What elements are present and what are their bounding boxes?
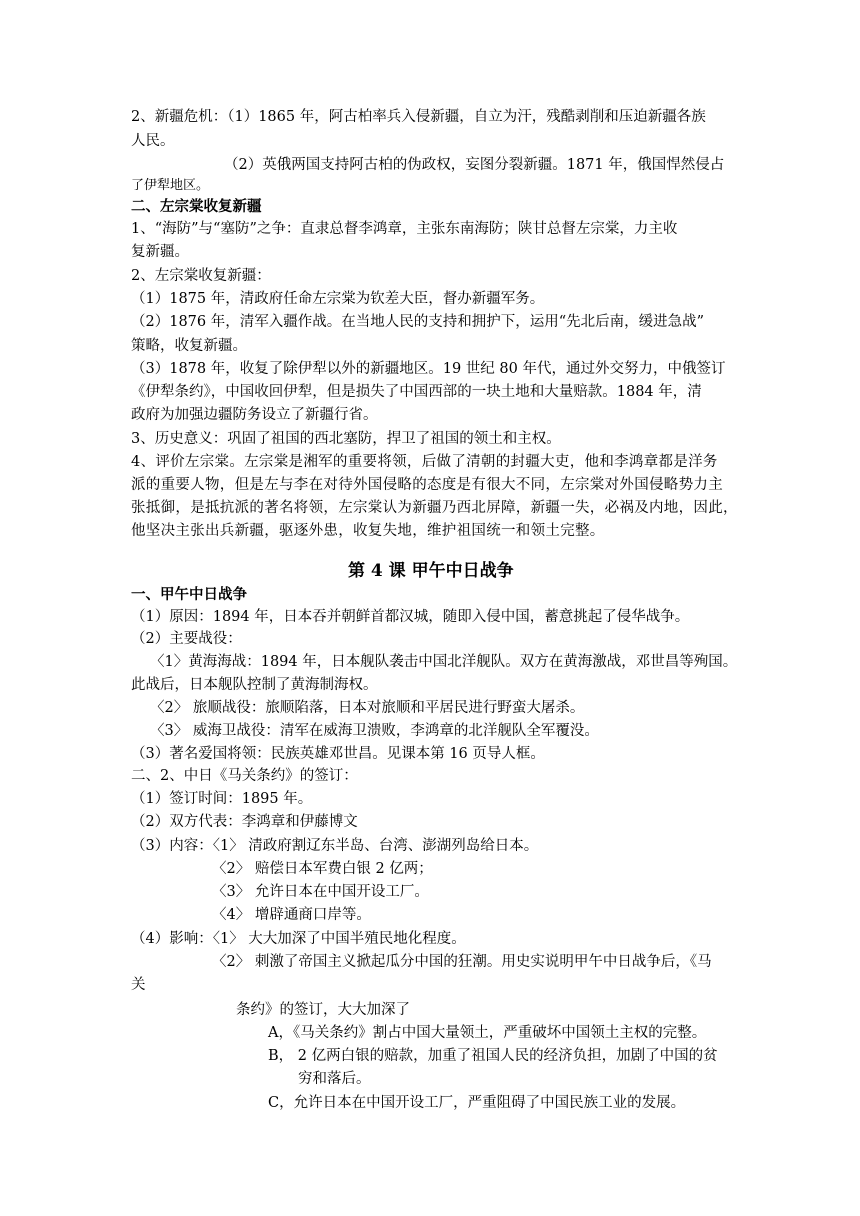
text-line: 派的重要人物，但是左与李在对待外国侵略的态度是有很大不同，左宗棠对外国侵略势力主 bbox=[131, 477, 723, 493]
section-heading: 一、甲午中日战争 bbox=[131, 586, 247, 603]
text-line: 2、新疆危机：（1）1865 年，阿古柏率兵入侵新疆，自立为汗，残酷剥削和压迫新疆各族 bbox=[131, 109, 706, 125]
text-line: 〈3〉 威海卫战役：清军在威海卫溃败，李鸿章的北洋舰队全军覆没。 bbox=[150, 723, 599, 739]
text-line: C，允许日本在中国开设工厂，严重阻碍了中国民族工业的发展。 bbox=[268, 1095, 686, 1111]
text-line: 《伊犁条约》，中国收回伊犁，但是损失了中国西部的一块土地和大量赔款。1884 年，清 bbox=[131, 384, 702, 400]
text-line: 二、2、中日《马关条约》的签订： bbox=[131, 768, 358, 784]
text-line: （3）1878 年，收复了除伊犁以外的新疆地区。19 世纪 80 年代，通过外交努力，中俄签订 bbox=[131, 361, 726, 377]
text-line: 他坚决主张出兵新疆，驱逐外患，收复失地，维护祖国统一和领土完整。 bbox=[131, 523, 605, 539]
text-line: （2）英俄两国支持阿古柏的伪政权，妄图分裂新疆。1871 年，俄国悍然侵占 bbox=[224, 157, 725, 173]
text-line: 张抵御，是抵抗派的著名将领，左宗棠认为新疆乃西北屏障，新疆一失，必祸及内地，因此， bbox=[131, 500, 738, 516]
text-line: 人民。 bbox=[131, 133, 175, 149]
text-line: A，《马关条约》割占中国大量领土，严重破坏中国领土主权的完整。 bbox=[268, 1025, 707, 1041]
text-line: 〈2〉 旅顺战役：旅顺陷落，日本对旅顺和平居民进行野蛮大屠杀。 bbox=[150, 700, 585, 716]
section-heading: 二、左宗棠收复新疆 bbox=[131, 198, 262, 215]
text-line: （1）原因：1894 年，日本吞并朝鲜首都汉城，随即入侵中国，蓄意挑起了侵华战争。 bbox=[131, 609, 690, 625]
text-line: （2）1876 年，清军入疆作战。在当地人民的支持和拥护下，运用“先北后南，缓进急战” bbox=[131, 314, 705, 330]
text-line: B， 2 亿两白银的赔款，加重了祖国人民的经济负担，加剧了中国的贫 bbox=[268, 1048, 718, 1064]
text-line: （1）签订时间：1895 年。 bbox=[131, 791, 313, 807]
text-line: 了伊犁地区。 bbox=[131, 178, 210, 193]
text-line: 〈3〉 允许日本在中国开设工厂。 bbox=[212, 884, 429, 900]
text-line: 1、“海防”与“塞防”之争：直隶总督李鸿章，主张东南海防；陕甘总督左宗棠，力主收 bbox=[131, 221, 678, 237]
text-line: 复新疆。 bbox=[131, 244, 189, 260]
text-line: 〈2〉 赔偿日本军费白银 2 亿两； bbox=[212, 861, 433, 877]
text-line: 〈2〉 刺激了帝国主义掀起瓜分中国的狂潮。用史实说明甲午中日战争后，《马 bbox=[212, 954, 712, 970]
text-line: 条约》的签订，大大加深了 bbox=[236, 1002, 410, 1018]
text-line: 4、评价左宗棠。左宗棠是湘军的重要将领，后做了清朝的封疆大吏，他和李鸿章都是洋务 bbox=[131, 454, 718, 470]
text-line: （2）主要战役： bbox=[131, 631, 242, 647]
lesson-title: 第 4 课 甲午中日战争 bbox=[348, 561, 514, 581]
text-line: 策略，收复新疆。 bbox=[131, 338, 247, 354]
text-line: （2）双方代表：李鸿章和伊藤博文 bbox=[131, 814, 358, 830]
text-line: 2、左宗棠收复新疆： bbox=[131, 268, 271, 284]
text-line: 〈4〉 增辟通商口岸等。 bbox=[212, 907, 371, 923]
text-line: （1）1875 年，清政府任命左宗棠为钦差大臣，督办新疆军务。 bbox=[131, 291, 545, 307]
text-line: （3）著名爱国将领：民族英雄邓世昌。见课本第 16 页导人框。 bbox=[131, 746, 545, 762]
text-line: 3、历史意义：巩固了祖国的西北塞防，捍卫了祖国的领土和主权。 bbox=[131, 431, 561, 447]
text-line: （4）影响：〈1〉 大大加深了中国半殖民地化程度。 bbox=[131, 931, 466, 947]
text-line: （3）内容：〈1〉 清政府割辽东半岛、台湾、澎湖列岛给日本。 bbox=[131, 838, 539, 854]
text-line: 关 bbox=[131, 977, 146, 993]
text-line: 〈1〉黄海海战：1894 年，日本舰队袭击中国北洋舰队。双方在黄海激战，邓世昌等殉国。 bbox=[150, 654, 738, 670]
text-line: 穷和落后。 bbox=[298, 1071, 371, 1087]
text-line: 政府为加强边疆防务设立了新疆行省。 bbox=[131, 407, 378, 423]
text-line: 此战后，日本舰队控制了黄海制海权。 bbox=[131, 677, 378, 693]
